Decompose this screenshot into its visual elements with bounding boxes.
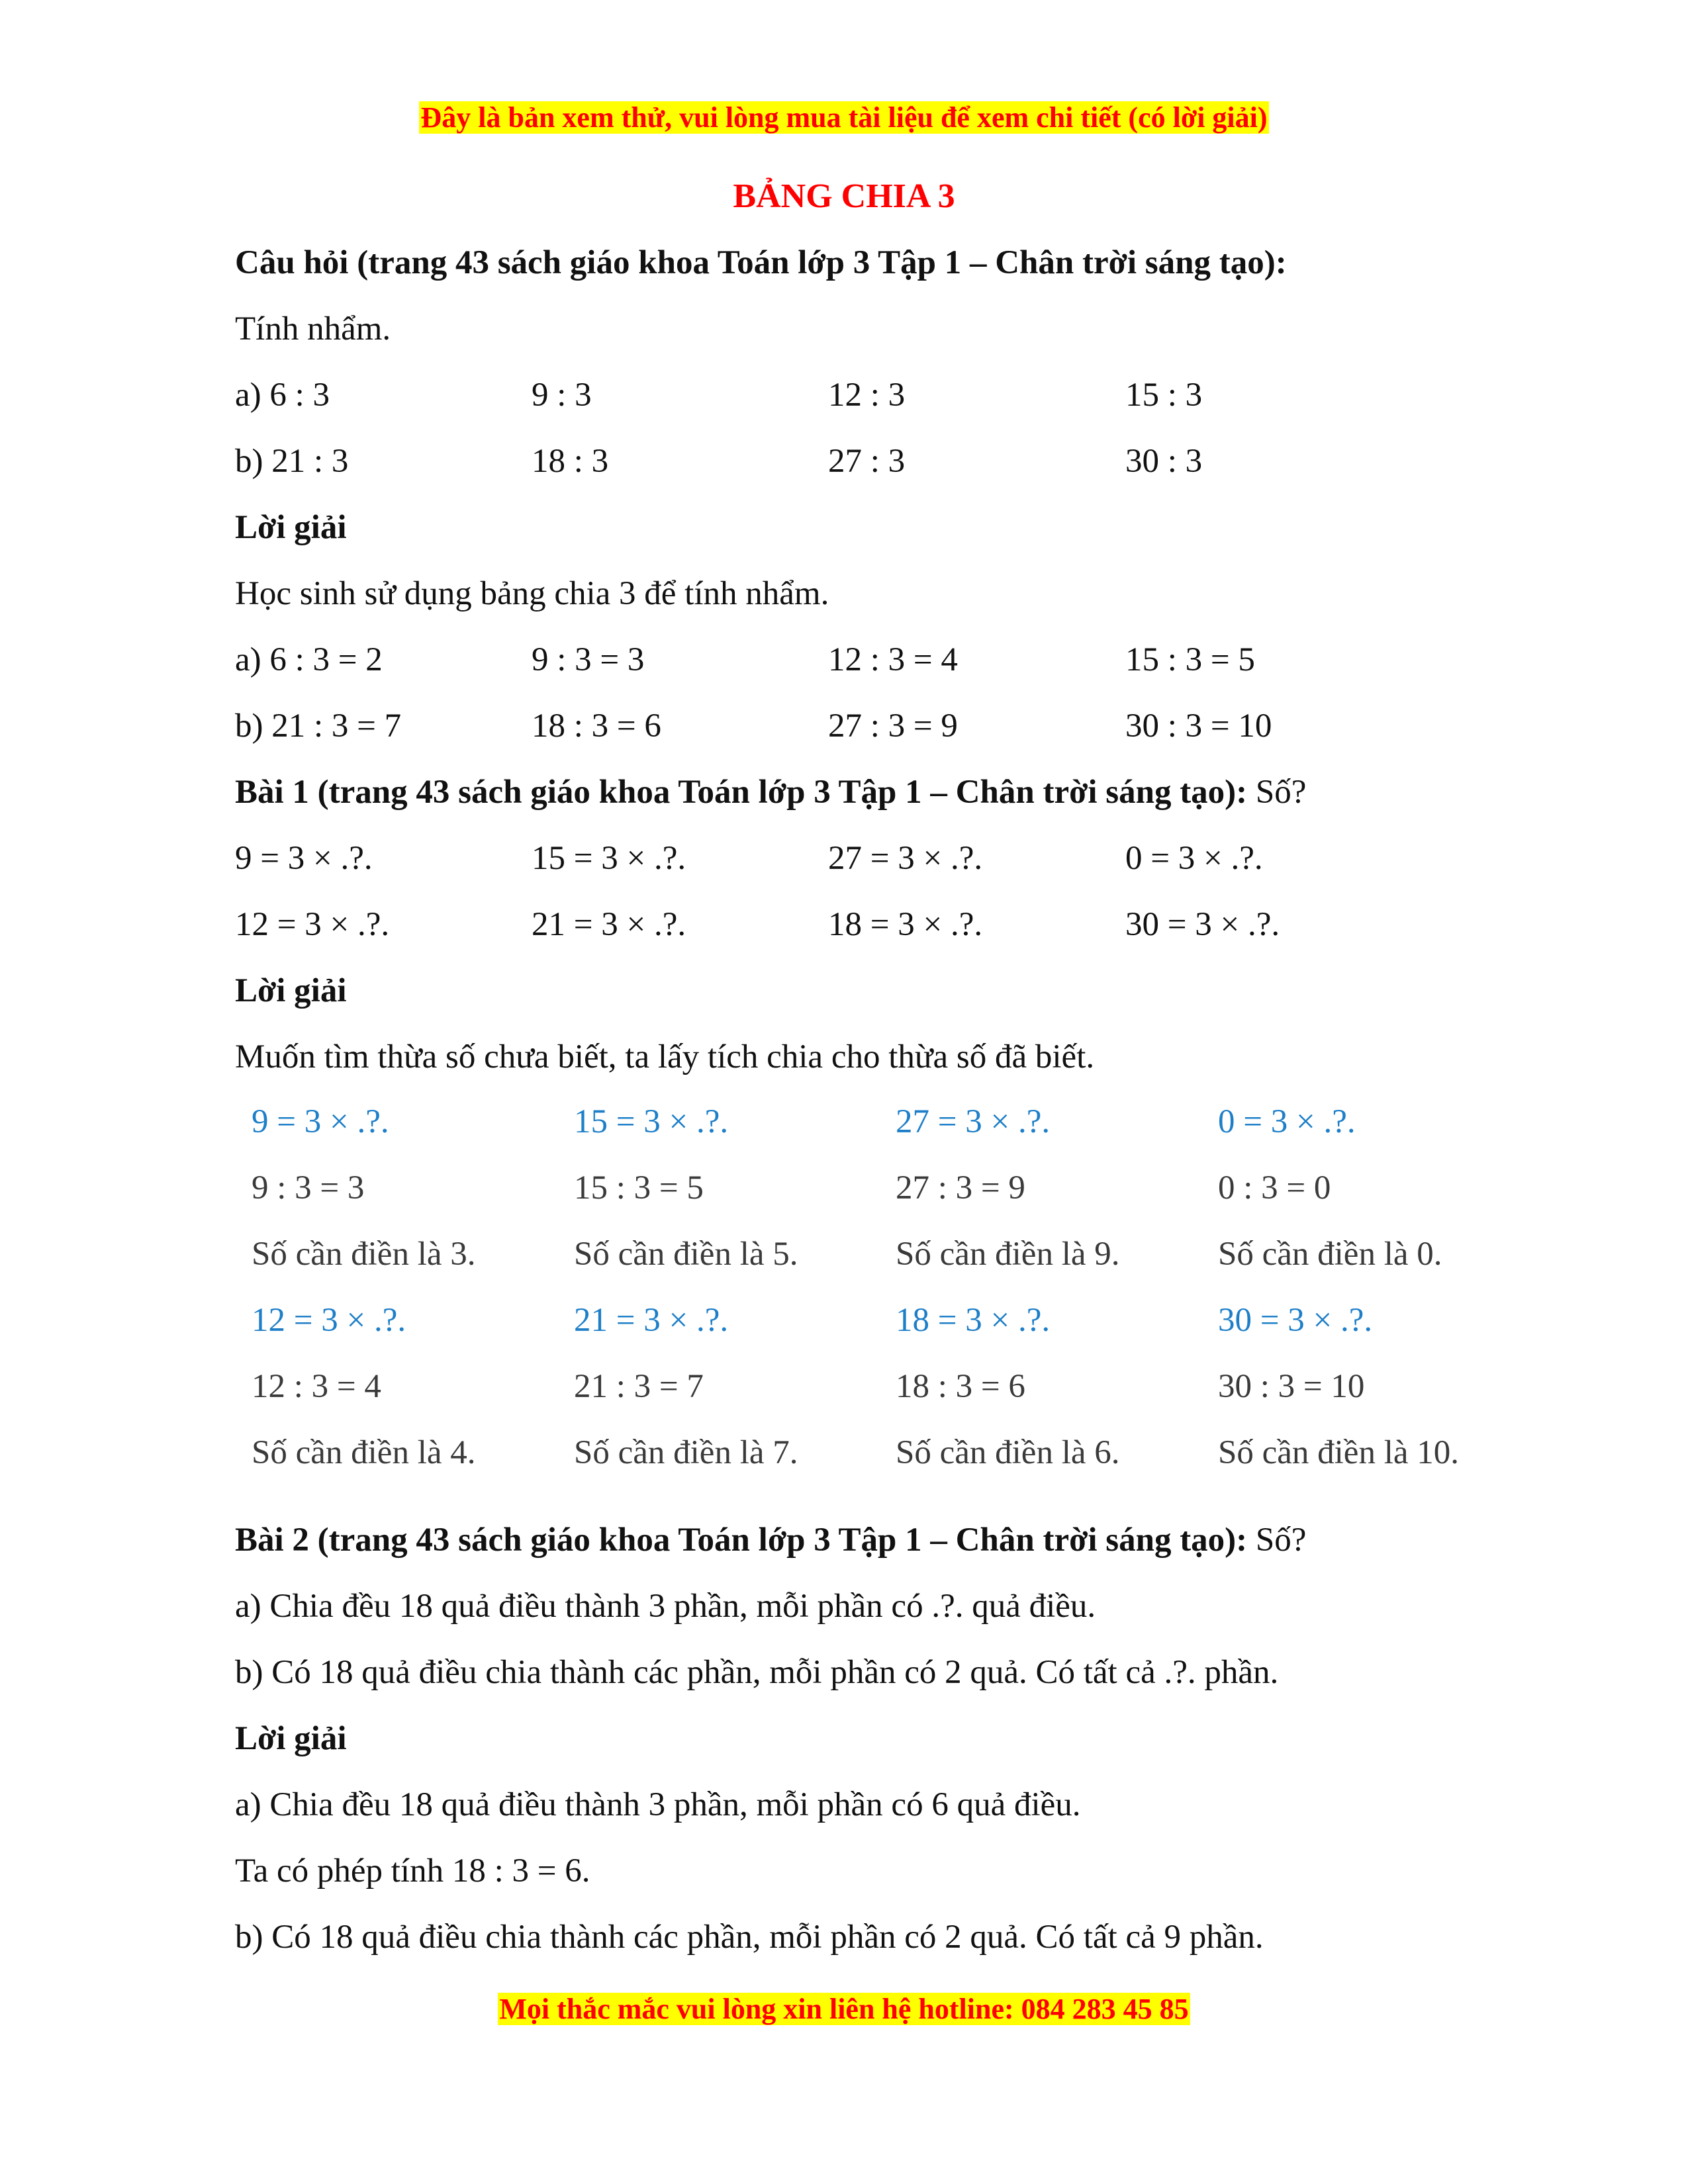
question-item: 30 : 3 (1125, 443, 1203, 480)
question-prompt: Tính nhẩm. (235, 310, 391, 347)
question-item: b) 21 : 3 (235, 443, 349, 480)
solution-text: Học sinh sử dụng bảng chia 3 để tính nhẩm. (235, 575, 829, 612)
bai2-question-b: b) Có 18 quả điều chia thành các phần, mỗi phần có 2 quả. Có tất cả .?. phần. (235, 1654, 1279, 1691)
solution-item: 9 : 3 = 3 (532, 641, 645, 678)
question-item: 27 : 3 (828, 443, 906, 480)
sol-problem: 9 = 3 × .?. (252, 1103, 389, 1140)
solution-item: a) 6 : 3 = 2 (235, 641, 383, 678)
bai1-item: 18 = 3 × .?. (828, 906, 983, 943)
question-item: a) 6 : 3 (235, 377, 330, 414)
sol-answer: Số cần điền là 4. (252, 1434, 476, 1471)
sol-problem: 21 = 3 × .?. (574, 1302, 729, 1339)
sol-problem: 27 = 3 × .?. (896, 1103, 1051, 1140)
bai2-solution-heading (235, 1719, 347, 1758)
sol-calc: 27 : 3 = 9 (896, 1169, 1025, 1206)
sol-problem: 30 = 3 × .?. (1218, 1302, 1373, 1339)
bai1-item: 12 = 3 × .?. (235, 906, 390, 943)
sol-calc: 12 : 3 = 4 (252, 1368, 381, 1405)
solution-item: b) 21 : 3 = 7 (235, 707, 402, 745)
sol-answer: Số cần điền là 5. (574, 1236, 798, 1273)
question-item: 18 : 3 (532, 443, 609, 480)
sol-answer: Số cần điền là 0. (1218, 1236, 1442, 1273)
sol-answer: Số cần điền là 3. (252, 1236, 476, 1273)
solution-item: 27 : 3 = 9 (828, 707, 958, 745)
bai2-heading (235, 1520, 1306, 1560)
sol-problem: 0 = 3 × .?. (1218, 1103, 1356, 1140)
solution-label: Lời giải (235, 509, 347, 546)
sol-calc: 21 : 3 = 7 (574, 1368, 704, 1405)
bai2-heading-tail: Số? (1247, 1522, 1307, 1559)
sol-calc: 30 : 3 = 10 (1218, 1368, 1365, 1405)
bai1-heading-text: Bài 1 (trang 43 sách giáo khoa Toán lớp 3 Tập 1 – Chân trời sáng tạo): (235, 774, 1248, 811)
sol-calc: 0 : 3 = 0 (1218, 1169, 1331, 1206)
bai2-question-a: a) Chia đều 18 quả điều thành 3 phần, mỗi phần có .?. quả điều. (235, 1588, 1096, 1625)
preview-banner-text: Đây là bản xem thử, vui lòng mua tài liệu để xem chi tiết (có lời giải) (420, 101, 1268, 134)
bai2-solution-a: a) Chia đều 18 quả điều thành 3 phần, mỗi phần có 6 quả điều. (235, 1786, 1081, 1823)
solution-label: Lời giải (235, 1720, 347, 1757)
question-item: 15 : 3 (1125, 377, 1203, 414)
hotline-banner-text: Mọi thắc mắc vui lòng xin liên hệ hotline: 084 283 45 85 (499, 1993, 1189, 2025)
question-item: 9 : 3 (532, 377, 592, 414)
bai1-item: 9 = 3 × .?. (235, 840, 373, 877)
bai1-heading (235, 772, 1306, 812)
sol-calc: 18 : 3 = 6 (896, 1368, 1025, 1405)
solution-item: 18 : 3 = 6 (532, 707, 661, 745)
bai1-item: 21 = 3 × .?. (532, 906, 686, 943)
solution-heading (235, 508, 347, 547)
bai1-solution-text: Muốn tìm thừa số chưa biết, ta lấy tích chia cho thừa số đã biết. (235, 1038, 1095, 1075)
hotline-banner (0, 1991, 1688, 2028)
bai2-solution-b: b) Có 18 quả điều chia thành các phần, mỗi phần có 2 quả. Có tất cả 9 phần. (235, 1919, 1264, 1956)
bai2-heading-text: Bài 2 (trang 43 sách giáo khoa Toán lớp 3 Tập 1 – Chân trời sáng tạo): (235, 1522, 1248, 1559)
sol-answer: Số cần điền là 9. (896, 1236, 1120, 1273)
question-heading (235, 243, 1287, 283)
preview-banner (0, 99, 1688, 136)
sol-answer: Số cần điền là 7. (574, 1434, 798, 1471)
sol-problem: 15 = 3 × .?. (574, 1103, 729, 1140)
bai1-item: 0 = 3 × .?. (1125, 840, 1263, 877)
question-item: 12 : 3 (828, 377, 906, 414)
sol-answer: Số cần điền là 10. (1218, 1434, 1459, 1471)
bai1-heading-tail: Số? (1247, 774, 1307, 811)
sol-calc: 15 : 3 = 5 (574, 1169, 704, 1206)
solution-item: 15 : 3 = 5 (1125, 641, 1255, 678)
sol-problem: 18 = 3 × .?. (896, 1302, 1051, 1339)
solution-label: Lời giải (235, 972, 347, 1009)
page-title: BẢNG CHIA 3 (733, 177, 955, 215)
sol-answer: Số cần điền là 6. (896, 1434, 1120, 1471)
bai1-solution-image (235, 1102, 1532, 1499)
bai2-solution-calc: Ta có phép tính 18 : 3 = 6. (235, 1852, 590, 1889)
bai1-item: 27 = 3 × .?. (828, 840, 983, 877)
solution-item: 30 : 3 = 10 (1125, 707, 1272, 745)
sol-calc: 9 : 3 = 3 (252, 1169, 365, 1206)
question-heading-text: Câu hỏi (trang 43 sách giáo khoa Toán lớp 3 Tập 1 – Chân trời sáng tạo): (235, 244, 1287, 281)
sol-problem: 12 = 3 × .?. (252, 1302, 406, 1339)
bai1-item: 15 = 3 × .?. (532, 840, 686, 877)
bai1-item: 30 = 3 × .?. (1125, 906, 1280, 943)
bai1-solution-heading (235, 971, 347, 1011)
solution-item: 12 : 3 = 4 (828, 641, 958, 678)
